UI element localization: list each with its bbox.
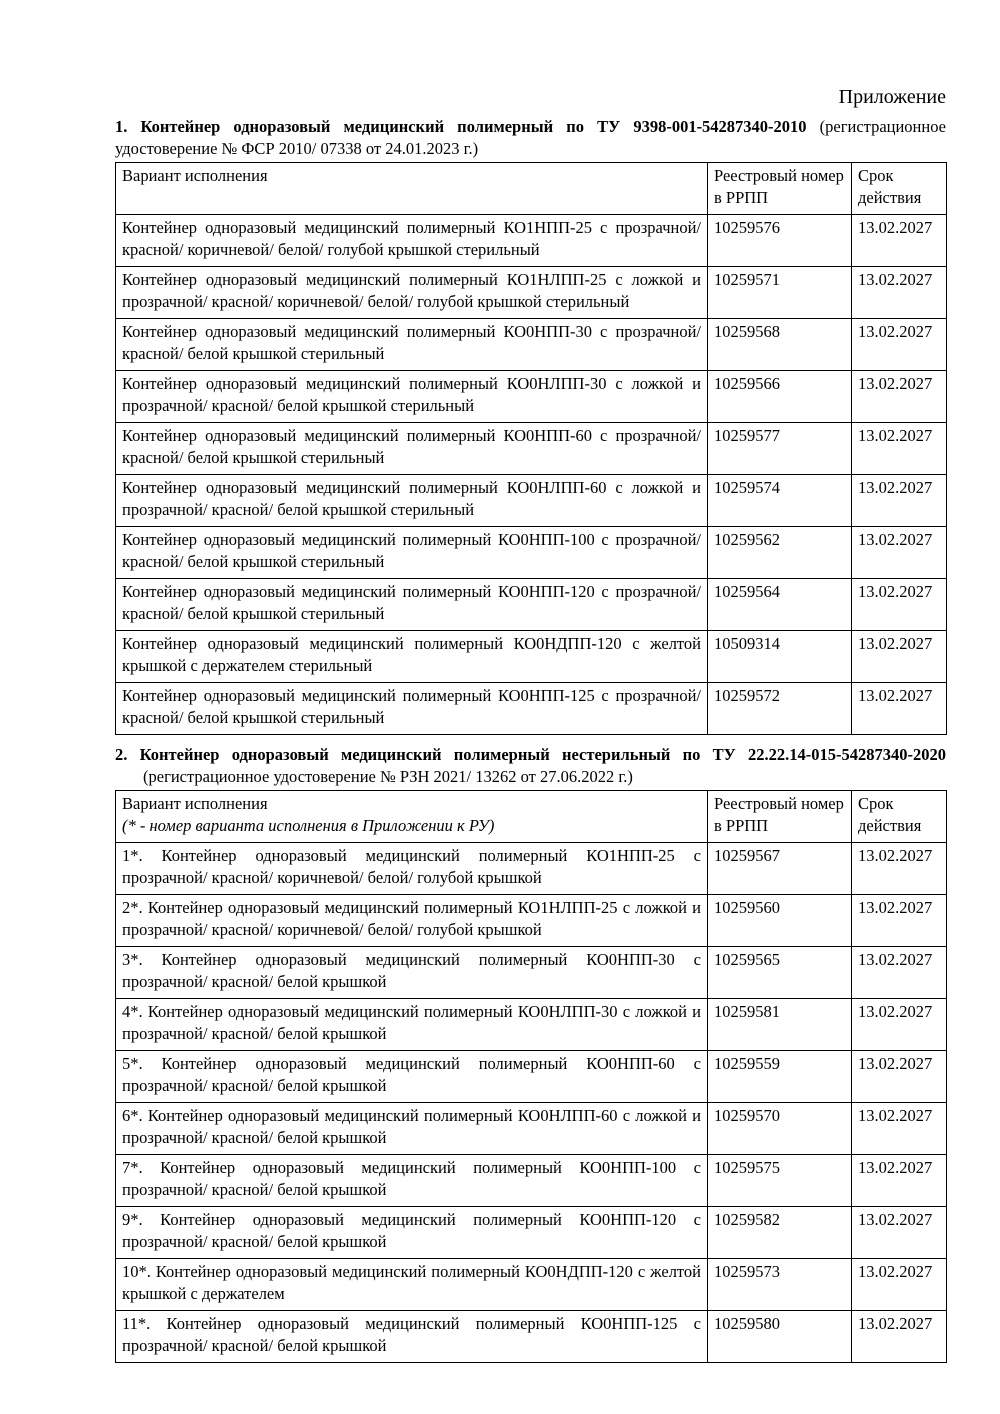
variant-cell: 10*. Контейнер одноразовый медицинский полимерный КО0НДПП-120 с желтой крышкой с держателем xyxy=(116,1259,708,1311)
validity-cell: 13.02.2027 xyxy=(852,631,947,683)
validity-cell: 13.02.2027 xyxy=(852,527,947,579)
table-row xyxy=(116,1311,947,1363)
variant-cell: 6*. Контейнер одноразовый медицинский полимерный КО0НЛПП-60 с ложкой и прозрачной/ красной/ белой крышкой xyxy=(116,1103,708,1155)
registry-number-cell: 10259570 xyxy=(708,1103,852,1155)
table-header-row xyxy=(116,163,947,215)
validity-cell: 13.02.2027 xyxy=(852,1259,947,1311)
registry-number-cell: 10259559 xyxy=(708,1051,852,1103)
registry-number-cell: 10259574 xyxy=(708,475,852,527)
variant-column-header xyxy=(116,791,708,843)
registry-number-cell: 10509314 xyxy=(708,631,852,683)
table-row xyxy=(116,683,947,735)
registry-number-cell: 10259581 xyxy=(708,999,852,1051)
document-title: Приложение xyxy=(838,86,946,108)
validity-cell: 13.02.2027 xyxy=(852,999,947,1051)
table-row xyxy=(116,1259,947,1311)
table-row xyxy=(116,631,947,683)
variant-cell: Контейнер одноразовый медицинский полимерный КО0НЛПП-60 с ложкой и прозрачной/ красной/ белой крышкой стерильный xyxy=(116,475,708,527)
variant-cell: 2*. Контейнер одноразовый медицинский полимерный КО1НЛПП-25 с ложкой и прозрачной/ красной/ коричневой/ белой/ голубой крышкой xyxy=(116,895,708,947)
table-row xyxy=(116,947,947,999)
validity-cell: 13.02.2027 xyxy=(852,267,947,319)
variant-cell: Контейнер одноразовый медицинский полимерный КО0НПП-100 с прозрачной/ красной/ белой крышкой стерильный xyxy=(116,527,708,579)
variant-column-header-note: (* - номер варианта исполнения в Приложении к РУ) xyxy=(122,816,495,835)
validity-column-header: Срок действия xyxy=(852,163,947,215)
validity-cell: 13.02.2027 xyxy=(852,1051,947,1103)
variant-cell: Контейнер одноразовый медицинский полимерный КО0НПП-125 с прозрачной/ красной/ белой крышкой стерильный xyxy=(116,683,708,735)
variant-cell: Контейнер одноразовый медицинский полимерный КО0НПП-60 с прозрачной/ красной/ белой крышкой стерильный xyxy=(116,423,708,475)
registry-number-cell: 10259562 xyxy=(708,527,852,579)
table-row xyxy=(116,1155,947,1207)
variant-cell: Контейнер одноразовый медицинский полимерный КО0НПП-120 с прозрачной/ красной/ белой крышкой стерильный xyxy=(116,579,708,631)
validity-cell: 13.02.2027 xyxy=(852,579,947,631)
registry-number-cell: 10259576 xyxy=(708,215,852,267)
variant-cell: Контейнер одноразовый медицинский полимерный КО1НПП-25 с прозрачной/ красной/ коричневой/ белой/ голубой крышкой стерильный xyxy=(116,215,708,267)
section-1-title: 1. Контейнер одноразовый медицинский полимерный по ТУ 9398-001-54287340-2010 xyxy=(115,117,807,136)
table-2-body xyxy=(116,843,947,1363)
variant-column-header: Вариант исполнения xyxy=(116,163,708,215)
validity-cell: 13.02.2027 xyxy=(852,1103,947,1155)
registry-number-cell: 10259571 xyxy=(708,267,852,319)
registry-number-cell: 10259580 xyxy=(708,1311,852,1363)
table-row xyxy=(116,267,947,319)
table-row xyxy=(116,1207,947,1259)
validity-cell: 13.02.2027 xyxy=(852,423,947,475)
table-nonsterile-containers xyxy=(115,790,947,1363)
table-row xyxy=(116,895,947,947)
section-2-subtitle: (регистрационное удостоверение № РЗН 2021/ 13262 от 27.06.2022 г.) xyxy=(143,767,633,786)
variant-cell: 5*. Контейнер одноразовый медицинский полимерный КО0НПП-60 с прозрачной/ красной/ белой крышкой xyxy=(116,1051,708,1103)
registry-number-cell: 10259577 xyxy=(708,423,852,475)
validity-cell: 13.02.2027 xyxy=(852,843,947,895)
validity-cell: 13.02.2027 xyxy=(852,319,947,371)
table-row xyxy=(116,999,947,1051)
variant-cell: Контейнер одноразовый медицинский полимерный КО0НДПП-120 с желтой крышкой с держателем стерильный xyxy=(116,631,708,683)
table-row xyxy=(116,527,947,579)
variant-cell: Контейнер одноразовый медицинский полимерный КО0НПП-30 с прозрачной/ красной/ белой крышкой стерильный xyxy=(116,319,708,371)
variant-column-header-label: Вариант исполнения xyxy=(122,794,268,813)
variant-cell: 11*. Контейнер одноразовый медицинский полимерный КО0НПП-125 с прозрачной/ красной/ белой крышкой xyxy=(116,1311,708,1363)
variant-cell: 9*. Контейнер одноразовый медицинский полимерный КО0НПП-120 с прозрачной/ красной/ белой крышкой xyxy=(116,1207,708,1259)
registry-number-cell: 10259565 xyxy=(708,947,852,999)
registry-number-cell: 10259567 xyxy=(708,843,852,895)
registry-number-column-header: Реестровый номер в РРПП xyxy=(708,791,852,843)
table-row xyxy=(116,475,947,527)
table-row xyxy=(116,423,947,475)
variant-cell: 7*. Контейнер одноразовый медицинский полимерный КО0НПП-100 с прозрачной/ красной/ белой крышкой xyxy=(116,1155,708,1207)
section-1-subtitle: (регистрационное удостоверение № ФСР 2010/ 07338 от 24.01.2023 г.) xyxy=(115,117,946,158)
table-row xyxy=(116,579,947,631)
validity-cell: 13.02.2027 xyxy=(852,215,947,267)
section-2-heading xyxy=(115,744,946,788)
validity-cell: 13.02.2027 xyxy=(852,475,947,527)
validity-cell: 13.02.2027 xyxy=(852,895,947,947)
section-2-title: 2. Контейнер одноразовый медицинский полимерный нестерильный по ТУ 22.22.14-015-54287340-2020 xyxy=(115,745,946,764)
table-row xyxy=(116,319,947,371)
table-row xyxy=(116,371,947,423)
registry-number-cell: 10259572 xyxy=(708,683,852,735)
registry-number-cell: 10259575 xyxy=(708,1155,852,1207)
table-row xyxy=(116,1103,947,1155)
variant-cell: Контейнер одноразовый медицинский полимерный КО1НЛПП-25 с ложкой и прозрачной/ красной/ коричневой/ белой/ голубой крышкой стерильный xyxy=(116,267,708,319)
table-sterile-containers xyxy=(115,162,947,735)
validity-cell: 13.02.2027 xyxy=(852,1207,947,1259)
table-row xyxy=(116,215,947,267)
variant-cell: 4*. Контейнер одноразовый медицинский полимерный КО0НЛПП-30 с ложкой и прозрачной/ красной/ белой крышкой xyxy=(116,999,708,1051)
registry-number-cell: 10259573 xyxy=(708,1259,852,1311)
validity-cell: 13.02.2027 xyxy=(852,1311,947,1363)
registry-number-cell: 10259568 xyxy=(708,319,852,371)
table-1-body xyxy=(116,215,947,735)
registry-number-cell: 10259564 xyxy=(708,579,852,631)
registry-number-column-header: Реестровый номер в РРПП xyxy=(708,163,852,215)
registry-number-cell: 10259566 xyxy=(708,371,852,423)
validity-cell: 13.02.2027 xyxy=(852,683,947,735)
table-header-row xyxy=(116,791,947,843)
table-row xyxy=(116,843,947,895)
validity-cell: 13.02.2027 xyxy=(852,371,947,423)
validity-cell: 13.02.2027 xyxy=(852,947,947,999)
registry-number-cell: 10259582 xyxy=(708,1207,852,1259)
section-1-heading xyxy=(115,116,946,160)
variant-cell: 1*. Контейнер одноразовый медицинский полимерный КО1НПП-25 с прозрачной/ красной/ коричневой/ белой/ голубой крышкой xyxy=(116,843,708,895)
variant-cell: Контейнер одноразовый медицинский полимерный КО0НЛПП-30 с ложкой и прозрачной/ красной/ белой крышкой стерильный xyxy=(116,371,708,423)
registry-number-cell: 10259560 xyxy=(708,895,852,947)
validity-cell: 13.02.2027 xyxy=(852,1155,947,1207)
validity-column-header: Срок действия xyxy=(852,791,947,843)
table-row xyxy=(116,1051,947,1103)
variant-cell: 3*. Контейнер одноразовый медицинский полимерный КО0НПП-30 с прозрачной/ красной/ белой крышкой xyxy=(116,947,708,999)
